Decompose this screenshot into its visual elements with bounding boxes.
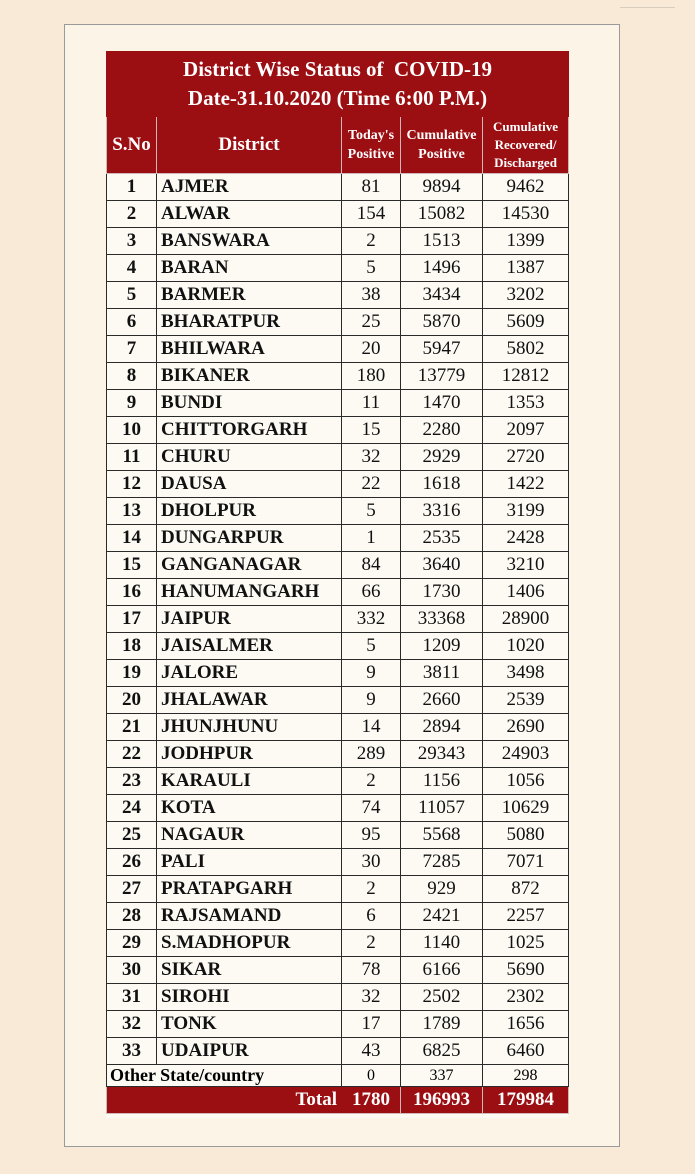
table-title — [107, 52, 569, 117]
total-today-positive: 1780 — [342, 1087, 401, 1114]
row-cumulative-positive: 3434 — [401, 282, 483, 309]
table-row — [107, 687, 569, 714]
row-todays-positive: 5 — [342, 633, 401, 660]
row-sno: 22 — [107, 741, 157, 768]
row-todays-positive: 17 — [342, 1011, 401, 1038]
table-row — [107, 849, 569, 876]
row-cumulative-positive: 9894 — [401, 174, 483, 201]
row-sno: 10 — [107, 417, 157, 444]
row-district: JHUNJHUNU — [157, 714, 342, 741]
table-row — [107, 876, 569, 903]
table-row — [107, 498, 569, 525]
table-body — [107, 174, 569, 1065]
row-district: BARMER — [157, 282, 342, 309]
row-recovered: 7071 — [483, 849, 569, 876]
row-todays-positive: 2 — [342, 228, 401, 255]
row-recovered: 6460 — [483, 1038, 569, 1065]
row-recovered: 5609 — [483, 309, 569, 336]
table-row — [107, 525, 569, 552]
header-line: Today's — [347, 128, 395, 143]
table-row — [107, 363, 569, 390]
table-row — [107, 822, 569, 849]
table-row — [107, 1038, 569, 1065]
table-row — [107, 633, 569, 660]
row-sno: 13 — [107, 498, 157, 525]
row-district: TONK — [157, 1011, 342, 1038]
row-cumulative-positive: 11057 — [401, 795, 483, 822]
row-cumulative-positive: 3640 — [401, 552, 483, 579]
row-sno: 25 — [107, 822, 157, 849]
table-row — [107, 714, 569, 741]
row-todays-positive: 30 — [342, 849, 401, 876]
row-cumulative-positive: 3316 — [401, 498, 483, 525]
row-district: SIROHI — [157, 984, 342, 1011]
table-row — [107, 552, 569, 579]
row-district: HANUMANGARH — [157, 579, 342, 606]
row-todays-positive: 38 — [342, 282, 401, 309]
row-todays-positive: 5 — [342, 255, 401, 282]
table-row — [107, 390, 569, 417]
other-cumulative-positive: 337 — [401, 1065, 483, 1087]
row-recovered: 5080 — [483, 822, 569, 849]
row-cumulative-positive: 1513 — [401, 228, 483, 255]
row-recovered: 2257 — [483, 903, 569, 930]
col-header-recovered — [483, 117, 569, 174]
row-cumulative-positive: 3811 — [401, 660, 483, 687]
row-todays-positive: 2 — [342, 930, 401, 957]
row-todays-positive: 14 — [342, 714, 401, 741]
row-district: BHARATPUR — [157, 309, 342, 336]
table-row — [107, 255, 569, 282]
title-row — [107, 52, 569, 117]
row-todays-positive: 84 — [342, 552, 401, 579]
row-todays-positive: 15 — [342, 417, 401, 444]
row-district: JALORE — [157, 660, 342, 687]
row-sno: 18 — [107, 633, 157, 660]
row-sno: 12 — [107, 471, 157, 498]
row-sno: 32 — [107, 1011, 157, 1038]
row-recovered: 9462 — [483, 174, 569, 201]
row-district: BHILWARA — [157, 336, 342, 363]
other-state-label: Other State/country — [107, 1065, 342, 1087]
table-row — [107, 201, 569, 228]
row-recovered: 3210 — [483, 552, 569, 579]
row-sno: 21 — [107, 714, 157, 741]
row-todays-positive: 6 — [342, 903, 401, 930]
table-row — [107, 795, 569, 822]
row-recovered: 2720 — [483, 444, 569, 471]
table-row — [107, 984, 569, 1011]
table-row — [107, 228, 569, 255]
row-todays-positive: 43 — [342, 1038, 401, 1065]
table-row — [107, 417, 569, 444]
row-sno: 3 — [107, 228, 157, 255]
row-cumulative-positive: 6825 — [401, 1038, 483, 1065]
other-today-positive: 0 — [342, 1065, 401, 1087]
row-todays-positive: 289 — [342, 741, 401, 768]
row-recovered: 2539 — [483, 687, 569, 714]
row-district: PRATAPGARH — [157, 876, 342, 903]
row-cumulative-positive: 29343 — [401, 741, 483, 768]
row-sno: 24 — [107, 795, 157, 822]
row-sno: 15 — [107, 552, 157, 579]
table-row — [107, 1011, 569, 1038]
row-sno: 16 — [107, 579, 157, 606]
header-line: Cumulative — [493, 119, 559, 134]
row-district: DUNGARPUR — [157, 525, 342, 552]
table-row — [107, 309, 569, 336]
row-district: JODHPUR — [157, 741, 342, 768]
row-todays-positive: 2 — [342, 876, 401, 903]
row-cumulative-positive: 5870 — [401, 309, 483, 336]
row-sno: 26 — [107, 849, 157, 876]
row-todays-positive: 9 — [342, 687, 401, 714]
row-sno: 17 — [107, 606, 157, 633]
title-line-1: District Wise Status of COVID-19 — [183, 57, 492, 81]
row-district: BARAN — [157, 255, 342, 282]
row-recovered: 5690 — [483, 957, 569, 984]
row-district: KOTA — [157, 795, 342, 822]
row-todays-positive: 25 — [342, 309, 401, 336]
row-recovered: 2428 — [483, 525, 569, 552]
row-sno: 11 — [107, 444, 157, 471]
row-district: BUNDI — [157, 390, 342, 417]
row-sno: 9 — [107, 390, 157, 417]
row-todays-positive: 180 — [342, 363, 401, 390]
row-cumulative-positive: 33368 — [401, 606, 483, 633]
col-header-sno: S.No — [107, 117, 157, 174]
row-cumulative-positive: 1618 — [401, 471, 483, 498]
row-district: BANSWARA — [157, 228, 342, 255]
table-row — [107, 957, 569, 984]
row-recovered: 1025 — [483, 930, 569, 957]
row-todays-positive: 9 — [342, 660, 401, 687]
row-district: ALWAR — [157, 201, 342, 228]
row-todays-positive: 81 — [342, 174, 401, 201]
header-line: Recovered/ — [494, 137, 557, 152]
row-sno: 31 — [107, 984, 157, 1011]
row-cumulative-positive: 15082 — [401, 201, 483, 228]
row-todays-positive: 78 — [342, 957, 401, 984]
row-district: NAGAUR — [157, 822, 342, 849]
row-recovered: 1353 — [483, 390, 569, 417]
status-table-container — [106, 51, 568, 1118]
row-recovered: 2097 — [483, 417, 569, 444]
row-recovered: 12812 — [483, 363, 569, 390]
row-sno: 14 — [107, 525, 157, 552]
row-recovered: 1056 — [483, 768, 569, 795]
row-recovered: 1656 — [483, 1011, 569, 1038]
row-recovered: 24903 — [483, 741, 569, 768]
title-line-2: Date-31.10.2020 (Time 6:00 P.M.) — [187, 86, 488, 110]
row-sno: 33 — [107, 1038, 157, 1065]
row-todays-positive: 1 — [342, 525, 401, 552]
table-row — [107, 741, 569, 768]
col-header-cumulative-positive — [401, 117, 483, 174]
row-sno: 23 — [107, 768, 157, 795]
table-row — [107, 660, 569, 687]
row-recovered: 3199 — [483, 498, 569, 525]
district-status-table — [106, 51, 569, 1114]
row-district: JAISALMER — [157, 633, 342, 660]
header-line: Positive — [347, 147, 395, 162]
row-recovered: 872 — [483, 876, 569, 903]
row-district: S.MADHOPUR — [157, 930, 342, 957]
row-sno: 7 — [107, 336, 157, 363]
column-header-row — [107, 117, 569, 174]
row-todays-positive: 74 — [342, 795, 401, 822]
row-sno: 27 — [107, 876, 157, 903]
row-district: JAIPUR — [157, 606, 342, 633]
row-recovered: 1406 — [483, 579, 569, 606]
row-recovered: 10629 — [483, 795, 569, 822]
row-cumulative-positive: 7285 — [401, 849, 483, 876]
row-cumulative-positive: 2660 — [401, 687, 483, 714]
row-sno: 29 — [107, 930, 157, 957]
row-sno: 19 — [107, 660, 157, 687]
table-row — [107, 768, 569, 795]
row-recovered: 28900 — [483, 606, 569, 633]
total-label: Total — [107, 1087, 342, 1114]
row-district: UDAIPUR — [157, 1038, 342, 1065]
row-cumulative-positive: 2535 — [401, 525, 483, 552]
row-sno: 20 — [107, 687, 157, 714]
total-row — [107, 1087, 569, 1114]
row-cumulative-positive: 1156 — [401, 768, 483, 795]
row-district: SIKAR — [157, 957, 342, 984]
row-district: PALI — [157, 849, 342, 876]
col-header-todays-positive — [342, 117, 401, 174]
row-cumulative-positive: 2421 — [401, 903, 483, 930]
row-sno: 30 — [107, 957, 157, 984]
row-cumulative-positive: 6166 — [401, 957, 483, 984]
row-recovered: 5802 — [483, 336, 569, 363]
row-todays-positive: 20 — [342, 336, 401, 363]
row-sno: 28 — [107, 903, 157, 930]
row-district: JHALAWAR — [157, 687, 342, 714]
row-cumulative-positive: 1496 — [401, 255, 483, 282]
col-header-district: District — [157, 117, 342, 174]
row-sno: 1 — [107, 174, 157, 201]
row-sno: 6 — [107, 309, 157, 336]
row-todays-positive: 32 — [342, 984, 401, 1011]
row-todays-positive: 332 — [342, 606, 401, 633]
total-cumulative-positive: 196993 — [401, 1087, 483, 1114]
row-district: BIKANER — [157, 363, 342, 390]
row-cumulative-positive: 2894 — [401, 714, 483, 741]
row-todays-positive: 66 — [342, 579, 401, 606]
row-cumulative-positive: 1789 — [401, 1011, 483, 1038]
row-todays-positive: 5 — [342, 498, 401, 525]
row-todays-positive: 2 — [342, 768, 401, 795]
table-row — [107, 606, 569, 633]
row-recovered: 3498 — [483, 660, 569, 687]
row-recovered: 1422 — [483, 471, 569, 498]
other-state-row — [107, 1065, 569, 1087]
row-district: KARAULI — [157, 768, 342, 795]
row-cumulative-positive: 1730 — [401, 579, 483, 606]
row-district: GANGANAGAR — [157, 552, 342, 579]
header-line: Discharged — [494, 155, 557, 170]
header-line: Cumulative — [406, 128, 477, 143]
table-row — [107, 579, 569, 606]
table-row — [107, 174, 569, 201]
row-district: DHOLPUR — [157, 498, 342, 525]
row-cumulative-positive: 5568 — [401, 822, 483, 849]
row-recovered: 1020 — [483, 633, 569, 660]
row-cumulative-positive: 2929 — [401, 444, 483, 471]
row-todays-positive: 95 — [342, 822, 401, 849]
table-row — [107, 336, 569, 363]
row-todays-positive: 32 — [342, 444, 401, 471]
row-recovered: 1399 — [483, 228, 569, 255]
row-district: CHITTORGARH — [157, 417, 342, 444]
row-district: RAJSAMAND — [157, 903, 342, 930]
row-todays-positive: 154 — [342, 201, 401, 228]
row-todays-positive: 22 — [342, 471, 401, 498]
row-cumulative-positive: 929 — [401, 876, 483, 903]
total-recovered: 179984 — [483, 1087, 569, 1114]
table-row — [107, 444, 569, 471]
row-sno: 2 — [107, 201, 157, 228]
table-row — [107, 471, 569, 498]
row-recovered: 3202 — [483, 282, 569, 309]
row-cumulative-positive: 2280 — [401, 417, 483, 444]
row-todays-positive: 11 — [342, 390, 401, 417]
table-row — [107, 930, 569, 957]
row-sno: 8 — [107, 363, 157, 390]
table-row — [107, 903, 569, 930]
other-recovered: 298 — [483, 1065, 569, 1087]
row-cumulative-positive: 1140 — [401, 930, 483, 957]
row-cumulative-positive: 13779 — [401, 363, 483, 390]
row-sno: 4 — [107, 255, 157, 282]
row-sno: 5 — [107, 282, 157, 309]
table-row — [107, 282, 569, 309]
row-cumulative-positive: 5947 — [401, 336, 483, 363]
header-line: Positive — [418, 147, 465, 162]
row-district: DAUSA — [157, 471, 342, 498]
row-cumulative-positive: 2502 — [401, 984, 483, 1011]
row-recovered: 1387 — [483, 255, 569, 282]
row-district: AJMER — [157, 174, 342, 201]
row-recovered: 2690 — [483, 714, 569, 741]
row-cumulative-positive: 1209 — [401, 633, 483, 660]
row-recovered: 2302 — [483, 984, 569, 1011]
row-cumulative-positive: 1470 — [401, 390, 483, 417]
row-recovered: 14530 — [483, 201, 569, 228]
top-rule — [620, 7, 675, 8]
row-district: CHURU — [157, 444, 342, 471]
